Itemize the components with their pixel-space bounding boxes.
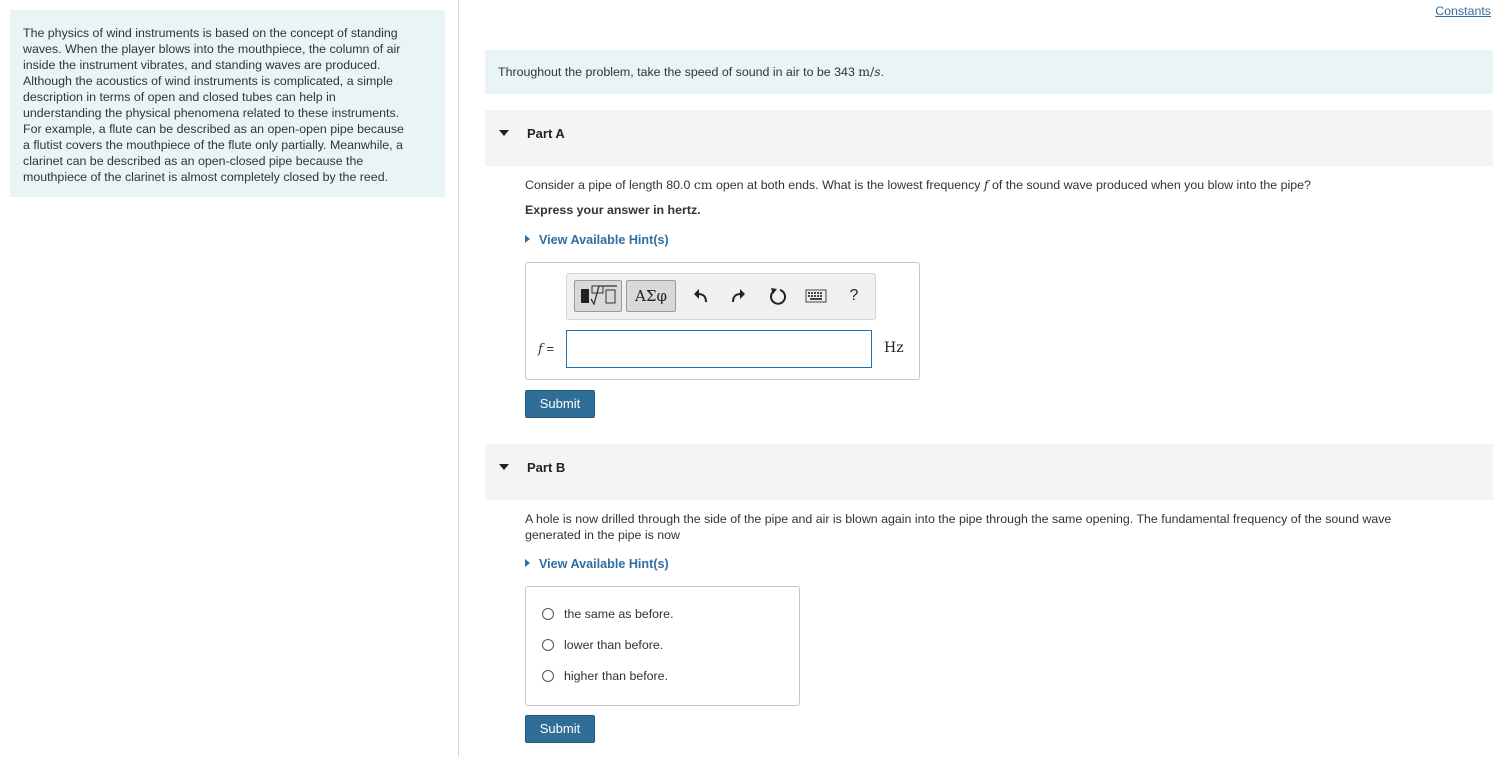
equals-sign: =: [546, 341, 555, 356]
keyboard-button[interactable]: [804, 285, 828, 307]
keyboard-icon: [805, 289, 827, 303]
intro-line: For example, a flute can be described as an open-open pipe because: [23, 122, 404, 136]
question-text: of the sound wave produced when you blow into the pipe?: [991, 178, 1311, 192]
left-panel: [0, 0, 459, 757]
part-b-header[interactable]: [485, 444, 1493, 500]
part-a-question: [525, 177, 1311, 193]
question-text: A hole is now drilled through the side of the pipe and air is blown again into the pipe through the same opening. The fundamental frequency of the sound wave: [525, 512, 1392, 526]
choice-label: lower than before.: [564, 638, 664, 652]
hint-label: View Available Hint(s): [539, 557, 669, 571]
choice-label: the same as before.: [564, 607, 674, 621]
math-toolbar: [566, 273, 876, 320]
redo-icon: [729, 287, 747, 305]
intro-line: description in terms of open and closed tubes can help in: [23, 90, 336, 104]
templates-button[interactable]: [574, 280, 622, 312]
part-b-hint-toggle[interactable]: [525, 557, 669, 571]
undo-button[interactable]: [691, 285, 711, 307]
unit-label: Hz: [884, 340, 904, 356]
question-text: generated in the pipe is now: [525, 528, 680, 542]
caret-right-icon: [525, 235, 530, 243]
part-b-title: Part B: [527, 460, 566, 475]
reset-icon: [768, 286, 788, 306]
intro-line: The physics of wind instruments is based on the concept of standing: [23, 26, 398, 40]
part-a-header[interactable]: [485, 110, 1493, 166]
intro-line: understanding the physical phenomena related to these instruments.: [23, 106, 400, 120]
question-text: Consider a pipe of length: [525, 178, 663, 192]
caret-down-icon: [499, 464, 509, 470]
speed-value: 343: [834, 65, 855, 79]
greek-symbols-button[interactable]: ΑΣφ: [626, 280, 676, 312]
question-text: open at both ends. What is the lowest frequency: [715, 178, 981, 192]
part-a-title: Part A: [527, 126, 565, 141]
templates-icon: [575, 281, 621, 311]
part-a-submit-button[interactable]: Submit: [525, 390, 595, 418]
intro-line: waves. When the player blows into the mouthpiece, the column of air: [23, 42, 401, 56]
part-a-instruction: Express your answer in hertz.: [525, 203, 701, 217]
speed-unit-num: m: [858, 64, 871, 79]
caret-down-icon: [499, 130, 509, 136]
reset-button[interactable]: [767, 285, 789, 307]
speed-unit-den: s: [874, 64, 881, 79]
intro-line: Although the acoustics of wind instruments is complicated, a simple: [23, 74, 393, 88]
intro-line: mouthpiece of the clarinet is almost completely closed by the reed.: [23, 170, 389, 184]
answer-variable: f: [538, 342, 543, 357]
speed-note-suffix: .: [880, 65, 885, 79]
undo-icon: [692, 287, 710, 305]
radio-button[interactable]: [542, 670, 554, 682]
radio-button[interactable]: [542, 639, 554, 651]
radio-button[interactable]: [542, 608, 554, 620]
caret-right-icon: [525, 559, 530, 567]
part-a-answer-box: [525, 262, 920, 380]
frequency-variable: f: [983, 177, 989, 192]
choice-label: higher than before.: [564, 669, 669, 683]
part-b-submit-button[interactable]: Submit: [525, 715, 595, 743]
length-unit: cm: [693, 177, 713, 192]
speed-of-sound-note: [485, 50, 1493, 94]
choice-higher[interactable]: [542, 669, 668, 683]
constants-link[interactable]: Constants: [1435, 4, 1491, 18]
frequency-answer-input[interactable]: [566, 330, 872, 368]
part-b-question: [525, 511, 1391, 543]
choice-same[interactable]: [542, 607, 674, 621]
speed-note-prefix: Throughout the problem, take the speed of sound in air to be: [498, 65, 831, 79]
choice-lower[interactable]: [542, 638, 663, 652]
part-a-hint-toggle[interactable]: [525, 233, 669, 247]
hint-label: View Available Hint(s): [539, 233, 669, 247]
intro-line: inside the instrument vibrates, and standing waves are produced.: [23, 58, 381, 72]
intro-line: a flutist covers the mouthpiece of the flute only partially. Meanwhile, a: [23, 138, 403, 152]
redo-button[interactable]: [728, 285, 748, 307]
intro-line: clarinet can be described as an open-closed pipe because the: [23, 154, 364, 168]
intro-passage: [10, 10, 445, 197]
help-button[interactable]: ?: [849, 287, 859, 304]
answer-label: [538, 341, 554, 357]
speed-unit: m/s: [858, 64, 881, 79]
length-value: 80.0: [666, 178, 691, 192]
part-b-choices: [525, 586, 800, 706]
